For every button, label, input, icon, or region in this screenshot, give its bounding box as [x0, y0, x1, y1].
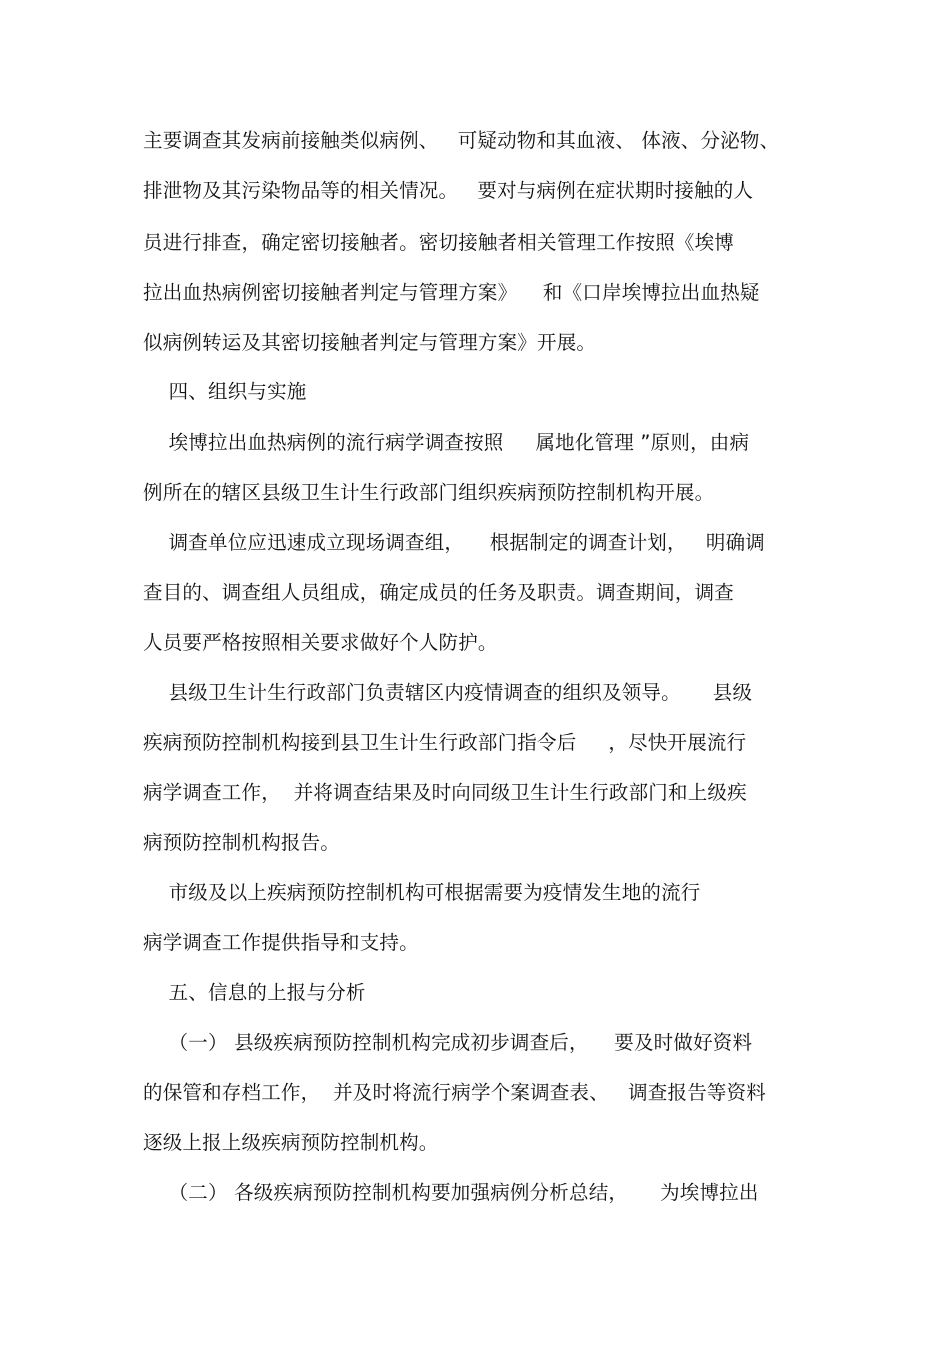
body-text-line: 埃博拉出血热病例的流行病学调查按照 属地化管理 ”原则，由病 [143, 431, 750, 454]
section-heading: 四、组织与实施 [143, 380, 307, 403]
body-text-line: （二） 各级疾病预防控制机构要加强病例分析总结， 为埃博拉出 [143, 1181, 759, 1204]
body-text-line: 员进行排查，确定密切接触者。密切接触者相关管理工作按照《埃博 [143, 231, 735, 254]
body-text-line: 病学调查工作， 并将调查结果及时向同级卫生计生行政部门和上级疾 [143, 781, 747, 804]
body-text-line: 拉出血热病例密切接触者判定与管理方案》 和《口岸埃博拉出血热疑 [143, 281, 760, 304]
body-text-line: 排泄物及其污染物品等的相关情况。 要对与病例在症状期时接触的人 [143, 179, 754, 202]
body-text-line: 病预防控制机构报告。 [143, 831, 341, 854]
body-text-line: 例所在的辖区县级卫生计生行政部门组织疾病预防控制机构开展。 [143, 481, 715, 504]
body-text-line: 病学调查工作提供指导和支持。 [143, 931, 419, 954]
body-text-line: 的保管和存档工作， 并及时将流行病学个案调查表、 调查报告等资料 [143, 1081, 766, 1104]
body-text-line: （一） 县级疾病预防控制机构完成初步调查后， 要及时做好资料 [143, 1031, 753, 1054]
body-text-line: 人员要严格按照相关要求做好个人防护。 [143, 631, 498, 654]
body-text-line: 市级及以上疾病预防控制机构可根据需要为疫情发生地的流行 [143, 881, 701, 904]
body-text-line: 逐级上报上级疾病预防控制机构。 [143, 1131, 439, 1154]
body-text-line: 疾病预防控制机构接到县卫生计生行政部门指令后 ，尽快开展流行 [143, 731, 747, 754]
body-text-line: 主要调查其发病前接触类似病例、 可疑动物和其血液、 体液、分泌物、 [143, 129, 780, 152]
body-text-line: 县级卫生计生行政部门负责辖区内疫情调查的组织及领导。 县级 [143, 681, 753, 704]
section-heading: 五、信息的上报与分析 [143, 981, 366, 1004]
body-text-line: 似病例转运及其密切接触者判定与管理方案》开展。 [143, 331, 597, 354]
body-text-line: 查目的、调查组人员组成，确定成员的任务及职责。调查期间，调查 [143, 581, 735, 604]
body-text-line: 调查单位应迅速成立现场调查组， 根据制定的调查计划， 明确调 [143, 531, 765, 554]
